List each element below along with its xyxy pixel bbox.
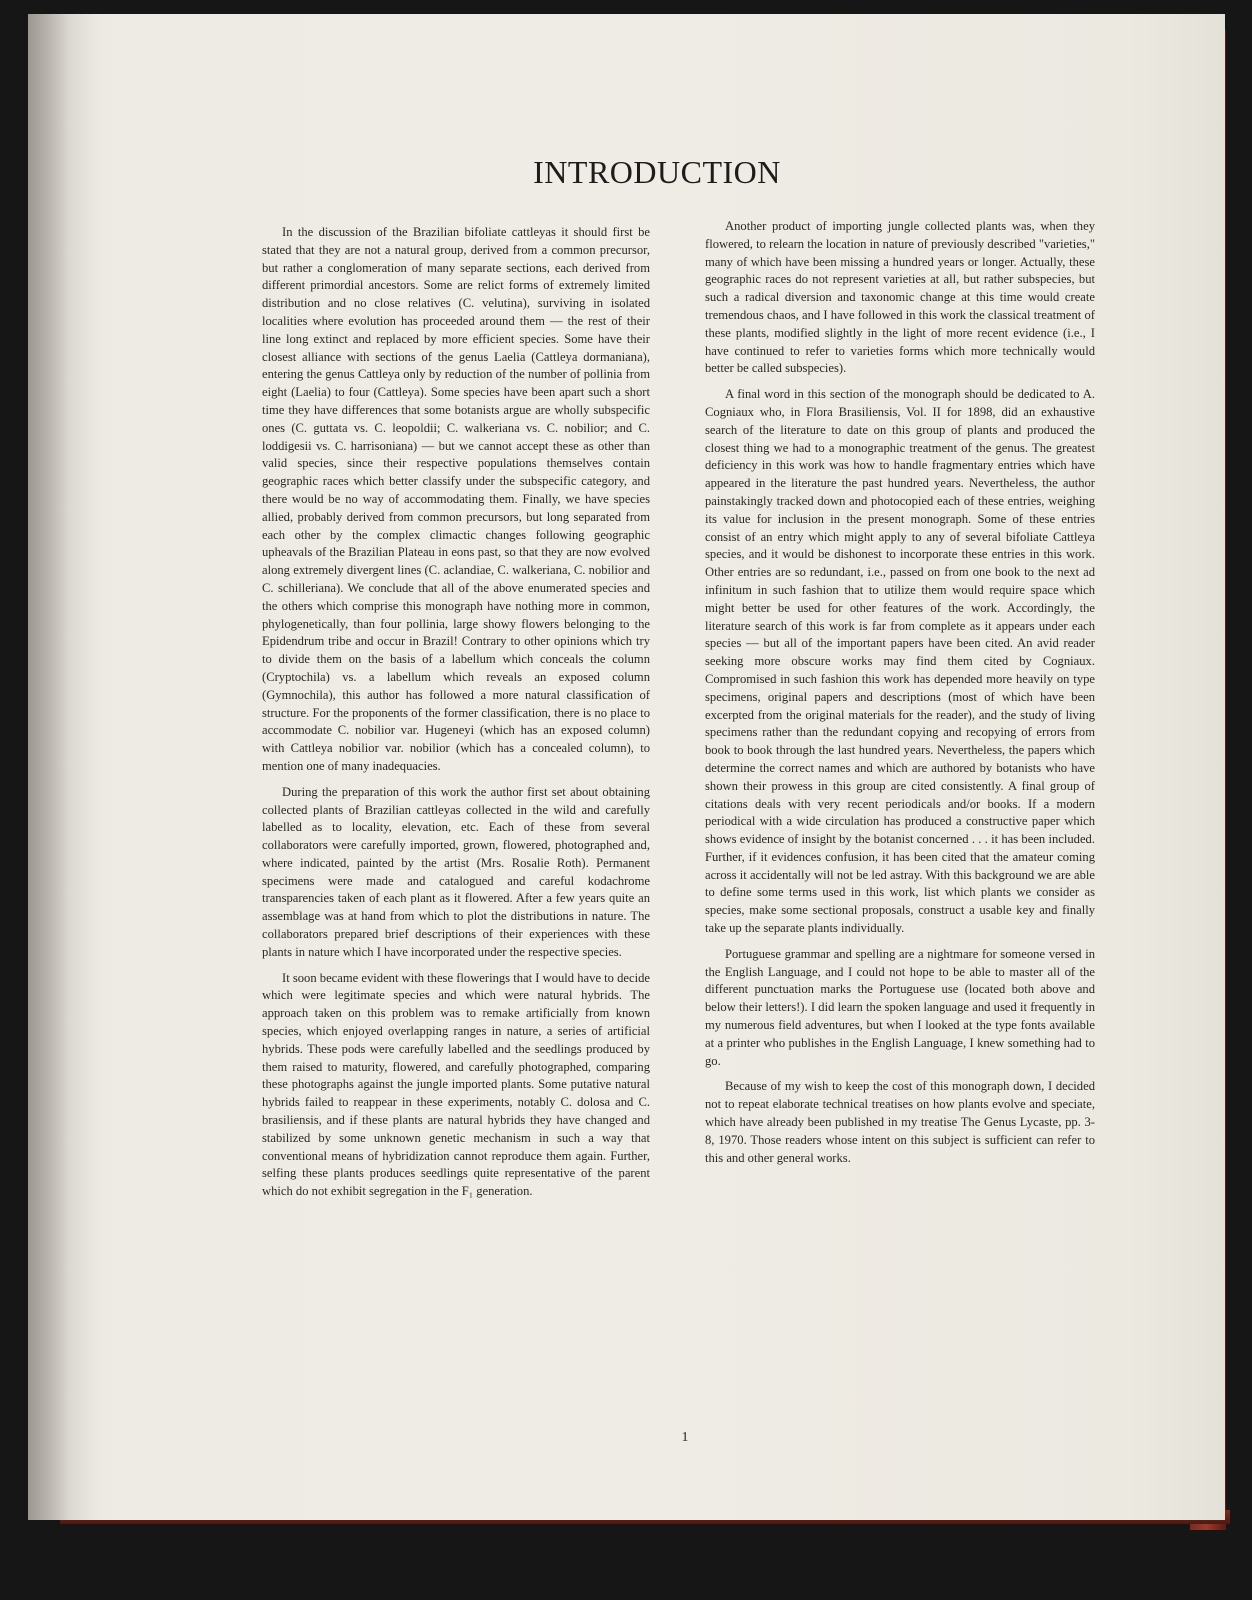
paragraph: It soon became evident with these flowerings that I would have to decide which were legitimate species and which were natural hybrids. The approach taken on this problem was to remake artificially from known species, which enjoyed overlapping ranges in nature, a series of artificial hybrids. These pods were carefully labelled and the seedlings produced by them raised to maturity, flowered, and carefully photographed, comparing these photographs against the jungle imported plants. Some putative natural hybrids failed to reappear in these experiments, notably C. dolosa and C. brasiliensis, and if these plants are natural hybrids they have changed and stabilized by some unknown genetic mechanism in such a way that conventional means of hybridization cannot reproduce them again. Further, selfing these plants produces seedlings quite representative of the parent which do not exhibit segregation in the F₁ generation. [262,970,650,1199]
paragraph: In the discussion of the Brazilian bifoliate cattleyas it should first be stated that they are not a natural group, derived from a common precursor, but rather a conglomeration of many separate sections, each derived from different primordial ancestors. Some are relict forms of extremely limited distribution and no close relatives (C. velutina), surviving in isolated localities where evolution has proceeded around them — the rest of their line long extinct and replaced by more efficient species. Some have their closest alliance with sections of the genus Laelia (Cattleya dormaniana), entering the genus Cattleya only by reduction of the number of pollinia from eight (Laelia) to four (Cattleya). Some species have been apart such a short time they have differences that some botanists argue are wholly subspecific ones (C. guttata vs. C. leopoldii; C. walkeriana vs. C. nobilior; and C. loddigesii vs. C. harrisoniana) — but we cannot accept these as other than valid species, since their respective populations themselves contain geographic races which better classify under the subspecific category, and there would be no way of accommodating them. Finally, we have species allied, probably derived from common precursors, but long separated from each other by the complex climactic changes following geographic upheavals of the Brazilian Plateau in eons past, so that they are now evolved along extremely divergent lines (C. aclandiae, C. walkeriana, C. nobilior and C. schilleriana). We conclude that all of the above enumerated species and the others which comprise this monograph have nothing more in common, phylogenetically, than four pollinia, large showy flowers belonging to the Epidendrum tribe and occur in Brazil! Contrary to other opinions which try to divide them on the basis of a labellum which conceals the column (Cryptochila) vs. a labellum which reveals an exposed column (Gymnochila), this author has followed a more natural classification of structure. For the proponents of the former classification, there is no place to accommodate C. nobilior var. Hugeneyi (which has an exposed column) with Cattleya nobilior var. nobilior (which has a concealed column), to mention one of many inadequacies. [262,225,650,773]
gutter-shadow [28,14,98,1520]
page-title: INTRODUCTION [533,154,781,190]
paragraph: Another product of importing jungle collected plants was, when they flowered, to relearn the location in nature of previously described "varieties," many of which have been missing a hundred years or longer. Actually, these geographic races do not represent varieties at all, but rather subspecies, but such a radical diversion and taxonomic change at this time would create tremendous chaos, and I have followed in this work the classical treatment of these plants, modified slightly in the light of more recent evidence (i.e., I have continued to refer to varieties forms which more technically would better be called subspecies). [705,219,1095,376]
paragraph: Because of my wish to keep the cost of this monograph down, I decided not to repeat elaborate technical treatises on how plants evolve and speciate, which have already been published in my treatise The Genus Lycaste, pp. 3-8, 1970. Those readers whose intent on this subject is sufficient can refer to this and other general works. [705,1079,1095,1165]
paragraph: During the preparation of this work the author first set about obtaining collected plants of Brazilian cattleyas collected in the wild and carefully labelled as to locality, elevation, etc. Each of these from several collaborators were carefully imported, grown, flowered, photographed and, where indicated, painted by the artist (Mrs. Rosalie Roth). Permanent specimens were made and catalogued and careful kodachrome transparencies taken of each plant as it flowered. After a few years quite an assemblage was at hand from which to plot the distributions in nature. The collaborators prepared brief descriptions of their experiences with these plants in nature which I have incorporated under the respective species. [262,784,650,959]
left-column [262,224,650,1209]
paragraph: A final word in this section of the monograph should be dedicated to A. Cogniaux who, in Flora Brasiliensis, Vol. II for 1898, did an exhaustive search of the literature to date on this group of plants and produced the closest thing we had to a monographic treatment of the genus. The greatest deficiency in this work was how to handle fragmentary entries which have appeared in the literature the past hundred years. Nevertheless, the author painstakingly tracked down and photocopied each of these entries, weighing its value for inclusion in the present monograph. Some of these entries consist of an entry which might apply to any of several bifoliate Cattleya species, and it would be dishonest to incorporate these entries in this work. Other entries are so redundant, i.e., passed on from one book to the next ad infinitum in such fashion that to utilize them would require space which might better be used for other features of the work. Accordingly, the literature search of this work is far from complete as it appears under each species — but all of the important papers have been cited. An avid reader seeking more obscure works may find them cited by Cogniaux. Compromised in such fashion this work has depended more heavily on type specimens, original papers and descriptions (most of which have been excerpted from the original materials for the reader), and the study of living specimens rather than the redundant copying and recopying of errors from book to book through the last hundred years. Nevertheless, the papers which determine the correct names and which are authored by botanists who have shown their prowess in this group are cited consistently. A final group of citations deals with very recent periodicals and/or books. If a modern periodical with a wide circulation has produced a constructive paper which shows evidence of insight by the botanist concerned . . . it has been included. Further, if it evidences confusion, it has been cited that the amateur coming across it accidentally will not be led astray. With this background we are able to define some terms used in this work, list which plants we consider as species, make some sectional proposals, construct a usable key and finally take up the separate plants individually. [705,387,1095,936]
page-number: 1 [681,1430,689,1445]
paragraph: Portuguese grammar and spelling are a nightmare for someone versed in the English Language, and I could not hope to be able to master all of the different punctuation marks the Portuguese use (located both above and below their letters!). I did learn the spoken language and used it frequently in my numerous field adventures, but when I looked at the type fonts available at a printer who publishes in the English Language, I knew something had to go. [705,946,1095,1068]
right-column [705,218,1095,1175]
